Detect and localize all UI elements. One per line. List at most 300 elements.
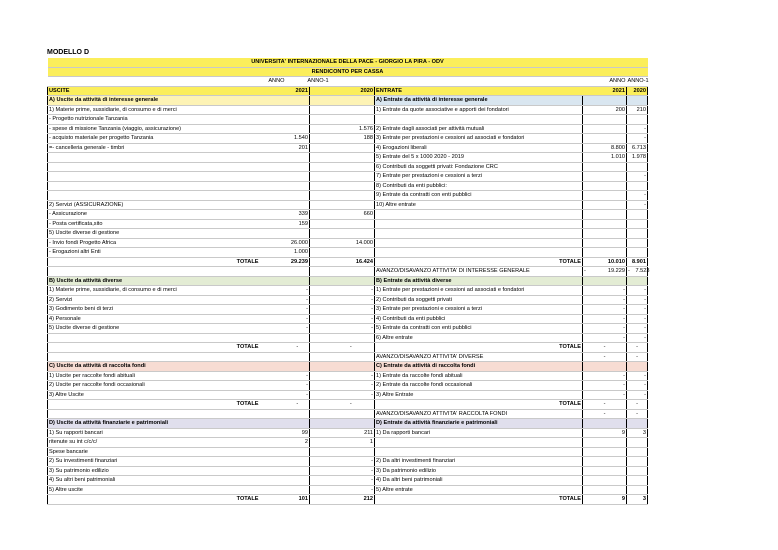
- entrata-2021: [583, 457, 627, 467]
- cell: [310, 143, 328, 153]
- uscita-2020: [328, 419, 375, 429]
- cell: [310, 191, 328, 201]
- section-row: [48, 371, 648, 381]
- cell: [260, 134, 286, 144]
- uscita-label: 1) Uscite per raccolte fondi abituali: [48, 371, 260, 381]
- cell: [310, 390, 328, 400]
- entrata-2021: 9: [583, 428, 627, 438]
- uscita-2021: [286, 162, 310, 172]
- uscita-label: [48, 153, 260, 163]
- uscita-2020: [328, 105, 375, 115]
- entrata-2021: [583, 476, 627, 486]
- cell: [310, 248, 328, 258]
- cell: [310, 371, 328, 381]
- uscita-label: 5) Uscite diverse di gestione: [48, 324, 260, 334]
- totale-d-entrate-label: TOTALE: [375, 495, 583, 505]
- cell: [310, 400, 328, 410]
- entrata-2021: -: [583, 286, 627, 296]
- avanzo-a-label: AVANZO/DISAVANZO ATTIVITA' DI INTERESSE GENERALE: [375, 267, 583, 277]
- entrata-label: [375, 210, 583, 220]
- cell: [286, 409, 310, 419]
- uscita-label: - Assicurazione: [48, 210, 260, 220]
- section-row: [48, 276, 648, 286]
- entrata-label: [375, 438, 583, 448]
- entrata-label: 2) Entrate da raccolte fondi occasionali: [375, 381, 583, 391]
- section-a-row: [48, 191, 648, 201]
- totale-a-row: [48, 257, 648, 267]
- cell: [260, 381, 286, 391]
- totale-entrate-2021: -: [583, 400, 627, 410]
- avanzo-label: AVANZO/DISAVANZO ATTIVITA' DIVERSE: [375, 352, 583, 362]
- cell: [328, 267, 375, 277]
- totale-d-row: [48, 495, 648, 505]
- entrata-2020: [627, 276, 648, 286]
- uscita-label: 1) Materie prime, sussidiarie, di consumo e di merci: [48, 105, 260, 115]
- totale-a-2021: 29.239: [286, 257, 310, 267]
- rendiconto-table: [47, 58, 648, 505]
- section-d-row: [48, 447, 648, 457]
- cell: [310, 267, 328, 277]
- cell: [260, 143, 286, 153]
- entrata-label: D) Entrate da attività finanziarie e patrimoniali: [375, 419, 583, 429]
- section-d-row: [48, 428, 648, 438]
- uscita-label: [48, 172, 260, 182]
- cell: [310, 476, 328, 486]
- cell: [260, 267, 286, 277]
- cell: [260, 181, 286, 191]
- uscita-2020: -: [328, 305, 375, 315]
- cell: [260, 409, 286, 419]
- cell: [310, 333, 328, 343]
- section-a-row: [48, 162, 648, 172]
- cell: [310, 381, 328, 391]
- uscita-2020: -: [328, 381, 375, 391]
- entrata-2020: [627, 238, 648, 248]
- uscita-2020: [328, 115, 375, 125]
- column-header: [48, 86, 648, 96]
- entrata-label: 7) Entrate per prestazioni e cessioni a terzi: [375, 172, 583, 182]
- cell: [310, 286, 328, 296]
- cell: [260, 153, 286, 163]
- entrata-label: [375, 248, 583, 258]
- entrata-label: 8) Contributi da enti pubblici:: [375, 181, 583, 191]
- entrata-2020: [627, 162, 648, 172]
- uscita-label: ritenute su int c/c/c/: [48, 438, 260, 448]
- entrata-label: A) Entrate da attività di interesse generale: [375, 96, 583, 106]
- cell: [260, 105, 286, 115]
- cell: [260, 162, 286, 172]
- section-d-row: [48, 466, 648, 476]
- entrata-label: [375, 447, 583, 457]
- uscita-2021: [286, 200, 310, 210]
- entrata-2020: [627, 96, 648, 106]
- section-a-row: [48, 229, 648, 239]
- cell: [260, 286, 286, 296]
- cell: [260, 400, 286, 410]
- entrata-2021: [583, 248, 627, 258]
- uscita-2020: [328, 143, 375, 153]
- entrata-label: 3) Entrate per prestazioni e cessioni a terzi: [375, 305, 583, 315]
- entrata-label: 5) Entrate da contratti con enti pubblici: [375, 324, 583, 334]
- subtitle-row: [48, 67, 648, 77]
- uscita-2021: 26.000: [286, 238, 310, 248]
- uscita-label: 1) Su rapporti bancari: [48, 428, 260, 438]
- cell: [310, 352, 328, 362]
- entrata-2020: -: [627, 286, 648, 296]
- uscita-label: [48, 333, 260, 343]
- entrata-2021: [583, 200, 627, 210]
- entrata-2020: [627, 219, 648, 229]
- uscita-label: [48, 181, 260, 191]
- avanzo-row: [48, 409, 648, 419]
- uscita-2020: -: [328, 324, 375, 334]
- section-row: [48, 324, 648, 334]
- entrata-2020: 210: [627, 105, 648, 115]
- entrate-header: ENTRATE: [375, 86, 583, 96]
- uscita-2020: -: [328, 485, 375, 495]
- entrata-2021: -: [583, 305, 627, 315]
- avanzo-a-sign-2020: -: [627, 267, 635, 277]
- uscita-2020: [328, 200, 375, 210]
- uscita-2020: -: [328, 295, 375, 305]
- totale-d-2020: 212: [328, 495, 375, 505]
- cell: [260, 476, 286, 486]
- totale-entrate-2021: -: [583, 343, 627, 353]
- cell: [310, 172, 328, 182]
- section-row: [48, 314, 648, 324]
- cell: [310, 485, 328, 495]
- entrata-label: 1) Entrate da quote associative e apporti dei fondatori: [375, 105, 583, 115]
- totale-entrate-2020: -: [627, 400, 648, 410]
- section-a-row: [48, 181, 648, 191]
- uscita-2020: [328, 96, 375, 106]
- avanzo-a-2020: 7.523: [635, 268, 650, 274]
- uscita-2021: -: [286, 390, 310, 400]
- cell: [260, 324, 286, 334]
- cell: [351, 77, 375, 87]
- cell: [328, 409, 375, 419]
- entrata-2020: -: [627, 200, 648, 210]
- uscita-label: - Progetto nutrizionale Tanzania: [48, 115, 260, 125]
- cell: [260, 457, 286, 467]
- entrata-label: 5) Entrate del 5 x 1000 2020 - 2019: [375, 153, 583, 163]
- entrata-2020: 1.978: [627, 153, 648, 163]
- entrata-2021: -: [583, 295, 627, 305]
- uscita-label: 4) Su altri beni patrimoniali: [48, 476, 260, 486]
- totale-entrate-label: TOTALE: [375, 343, 583, 353]
- uscita-label: - Erogazioni altri Enti: [48, 248, 260, 258]
- uscita-2020: [328, 153, 375, 163]
- entrata-label: 2) Contributi da soggetti privati: [375, 295, 583, 305]
- cell: [310, 419, 328, 429]
- cell: [260, 466, 286, 476]
- cell: [310, 124, 328, 134]
- cell: [48, 352, 260, 362]
- anno1-label-right: ANNO-1: [627, 78, 649, 84]
- section-row: [48, 286, 648, 296]
- uscita-2021: [286, 191, 310, 201]
- entrata-label: 1) Entrate da raccolte fondi abituali: [375, 371, 583, 381]
- entrata-2021: [583, 191, 627, 201]
- cell: [260, 257, 286, 267]
- uscita-2021: [286, 229, 310, 239]
- anno-header: [48, 77, 648, 87]
- section-row: [48, 295, 648, 305]
- totale-row: [48, 400, 648, 410]
- entrata-2020: [627, 447, 648, 457]
- cell: [310, 162, 328, 172]
- section-d-row: [48, 476, 648, 486]
- cell: [310, 86, 328, 96]
- totale-label: TOTALE: [48, 400, 260, 410]
- anno-label-right: ANNO: [375, 77, 627, 87]
- cell: [310, 457, 328, 467]
- uscita-label: Spese bancarie: [48, 447, 260, 457]
- year-2020-right: 2020: [627, 86, 648, 96]
- totale-a-2020: 16.424: [328, 257, 375, 267]
- uscita-2021: [286, 124, 310, 134]
- uscita-label: 3) Su patrimonio edilizio: [48, 466, 260, 476]
- section-a-row: [48, 200, 648, 210]
- entrata-2021: [583, 134, 627, 144]
- uscita-2021: 1.540: [286, 134, 310, 144]
- cell: [310, 96, 328, 106]
- cell: [260, 333, 286, 343]
- uscita-2021: [286, 181, 310, 191]
- cell: [260, 172, 286, 182]
- entrata-label: [375, 115, 583, 125]
- entrata-label: 2) Entrate dagli associati per attività mutuali: [375, 124, 583, 134]
- entrata-label: 6) Altre entrate: [375, 333, 583, 343]
- cell: [260, 352, 286, 362]
- entrata-label: 5) Altre entrate: [375, 485, 583, 495]
- uscita-2021: -: [286, 324, 310, 334]
- entrata-label: 6) Contributi da soggetti privati: Fondazione CRC: [375, 162, 583, 172]
- totale-d-entrate-2021: 9: [583, 495, 627, 505]
- uscita-label: 5) Uscite diverse di gestione: [48, 229, 260, 239]
- cell: [310, 314, 328, 324]
- uscita-2021: [286, 96, 310, 106]
- cell: [260, 305, 286, 315]
- cell: [310, 276, 328, 286]
- cell: [260, 495, 286, 505]
- totale-2020: -: [328, 343, 375, 353]
- uscita-2021: [286, 153, 310, 163]
- uscita-2021: [286, 115, 310, 125]
- totale-a-entrate-2021: 10.010: [583, 257, 627, 267]
- uscita-2020: [328, 172, 375, 182]
- entrata-2021: [583, 276, 627, 286]
- entrata-2021: [583, 210, 627, 220]
- cell: [260, 428, 286, 438]
- entrata-2020: [627, 181, 648, 191]
- section-a-row: [48, 153, 648, 163]
- uscita-label: =- cancelleria generale - timbri: [48, 143, 260, 153]
- entrata-2021: -: [583, 381, 627, 391]
- uscita-2021: -: [286, 295, 310, 305]
- uscita-2020: [328, 248, 375, 258]
- uscita-2021: [286, 447, 310, 457]
- uscita-label: - Posta certificata,sito: [48, 219, 260, 229]
- entrata-2020: [627, 210, 648, 220]
- uscita-label: 5) Altre uscite: [48, 485, 260, 495]
- cell: [260, 96, 286, 106]
- entrata-2020: [627, 419, 648, 429]
- uscita-2021: -: [286, 286, 310, 296]
- entrata-label: B) Entrate da attività diverse: [375, 276, 583, 286]
- cell: [310, 324, 328, 334]
- cell: [310, 438, 328, 448]
- entrata-2020: -: [627, 191, 648, 201]
- section-a-row: [48, 219, 648, 229]
- entrata-2020: 6.713: [627, 143, 648, 153]
- totale-label: TOTALE: [48, 343, 260, 353]
- uscita-label: - acquisto materiale per progetto Tanzania: [48, 134, 260, 144]
- uscita-2020: 14.000: [328, 238, 375, 248]
- uscita-label: 2) Servizi (ASSICURAZIONE): [48, 200, 260, 210]
- uscita-2021: 2: [286, 438, 310, 448]
- cell: [310, 134, 328, 144]
- uscita-2020: [328, 447, 375, 457]
- entrata-2020: -: [627, 390, 648, 400]
- entrata-2020: [627, 229, 648, 239]
- entrata-label: 3) Da patrimonio edilizio: [375, 466, 583, 476]
- entrata-2020: [627, 457, 648, 467]
- uscita-2021: [286, 466, 310, 476]
- entrata-2021: [583, 447, 627, 457]
- uscita-2020: -: [328, 466, 375, 476]
- uscita-2020: [328, 181, 375, 191]
- uscita-label: - spese di missione Tanzania (viaggio, assicurazione): [48, 124, 260, 134]
- title-row: [48, 58, 648, 67]
- entrata-2021: [583, 485, 627, 495]
- avanzo-label: AVANZO/DISAVANZO ATTIVITA' RACCOLTA FONDI: [375, 409, 583, 419]
- entrata-2021: [583, 362, 627, 372]
- totale-entrate-label: TOTALE: [375, 400, 583, 410]
- uscita-2020: [328, 191, 375, 201]
- entrata-2021: [583, 181, 627, 191]
- cell: [310, 466, 328, 476]
- avanzo-2021: -: [583, 352, 627, 362]
- entrata-2021: [583, 219, 627, 229]
- uscita-2020: -: [328, 314, 375, 324]
- avanzo-a-row: [48, 267, 648, 277]
- uscita-2020: 660: [328, 210, 375, 220]
- cell: [310, 428, 328, 438]
- uscita-label: 4) Personale: [48, 314, 260, 324]
- section-row: [48, 362, 648, 372]
- uscita-2021: -: [286, 371, 310, 381]
- entrata-label: 3) Entrate per prestazioni e cessioni ad associati e fondatori: [375, 134, 583, 144]
- uscita-2020: [328, 276, 375, 286]
- uscita-2021: [286, 485, 310, 495]
- totale-entrate-2020: -: [627, 343, 648, 353]
- cell: [260, 276, 286, 286]
- uscita-2021: -: [286, 314, 310, 324]
- entrata-2021: 8.800: [583, 143, 627, 153]
- cell: [310, 181, 328, 191]
- cell: [260, 371, 286, 381]
- uscita-label: A) Uscite da attività di interesse generale: [48, 96, 260, 106]
- uscita-2021: [286, 362, 310, 372]
- entrata-2020: -: [627, 314, 648, 324]
- uscita-label: 2) Uscite per raccolte fondi occasionali: [48, 381, 260, 391]
- entrata-2021: [583, 124, 627, 134]
- uscita-2021: -: [286, 381, 310, 391]
- entrata-2021: [583, 419, 627, 429]
- totale-row: [48, 343, 648, 353]
- uscita-2021: [286, 333, 310, 343]
- cell: [260, 219, 286, 229]
- entrata-label: 4) Contributi da enti pubblici: [375, 314, 583, 324]
- cell: [260, 438, 286, 448]
- entrata-2020: -: [627, 381, 648, 391]
- section-a-row: [48, 115, 648, 125]
- section-d-row: [48, 457, 648, 467]
- entrata-2021: [583, 172, 627, 182]
- uscita-2021: 1.000: [286, 248, 310, 258]
- anno-label-left: ANNO: [48, 77, 286, 87]
- cell: [310, 219, 328, 229]
- uscita-2021: 201: [286, 143, 310, 153]
- year-2021-left: 2021: [286, 86, 310, 96]
- uscita-label: 2) Servizi: [48, 295, 260, 305]
- cell: [260, 362, 286, 372]
- cell: [286, 267, 310, 277]
- cell: [260, 390, 286, 400]
- uscita-2020: [328, 219, 375, 229]
- cell: [310, 409, 328, 419]
- totale-2020: -: [328, 400, 375, 410]
- cell: [310, 210, 328, 220]
- cell: [286, 352, 310, 362]
- year-2020-left: 2020: [328, 86, 375, 96]
- uscita-2021: [286, 476, 310, 486]
- entrata-label: [375, 219, 583, 229]
- uscita-label: D) Uscite da attività finanziarie e patrimoniali: [48, 419, 260, 429]
- cell: [310, 305, 328, 315]
- entrata-2020: [627, 438, 648, 448]
- totale-a-label: TOTALE: [48, 257, 260, 267]
- totale-a-entrate-2020: 8.901: [627, 257, 648, 267]
- uscita-label: B) Uscite da attività diverse: [48, 276, 260, 286]
- uscita-2021: -: [286, 305, 310, 315]
- uscita-label: 2) Su investimenti finanziari: [48, 457, 260, 467]
- entrata-2021: -: [583, 390, 627, 400]
- uscita-2020: [328, 362, 375, 372]
- entrata-2020: -: [627, 371, 648, 381]
- cell: [310, 238, 328, 248]
- entrata-label: C) Entrate da attività di raccolta fondi: [375, 362, 583, 372]
- section-a-row: [48, 134, 648, 144]
- cell: [260, 295, 286, 305]
- cell: [260, 191, 286, 201]
- cell: [260, 115, 286, 125]
- uscita-2021: 99: [286, 428, 310, 438]
- section-a-row: [48, 124, 648, 134]
- cell: [310, 295, 328, 305]
- cell: [260, 314, 286, 324]
- section-a-row: [48, 105, 648, 115]
- anno1-label-left: ANNO-1: [286, 77, 351, 87]
- uscita-label: [48, 191, 260, 201]
- entrata-label: 4) Da altri beni patrimoniali: [375, 476, 583, 486]
- cell: [310, 257, 328, 267]
- cell: [310, 495, 328, 505]
- cell: [310, 115, 328, 125]
- subtitle: RENDICONTO PER CASSA: [48, 67, 648, 77]
- cell: [310, 229, 328, 239]
